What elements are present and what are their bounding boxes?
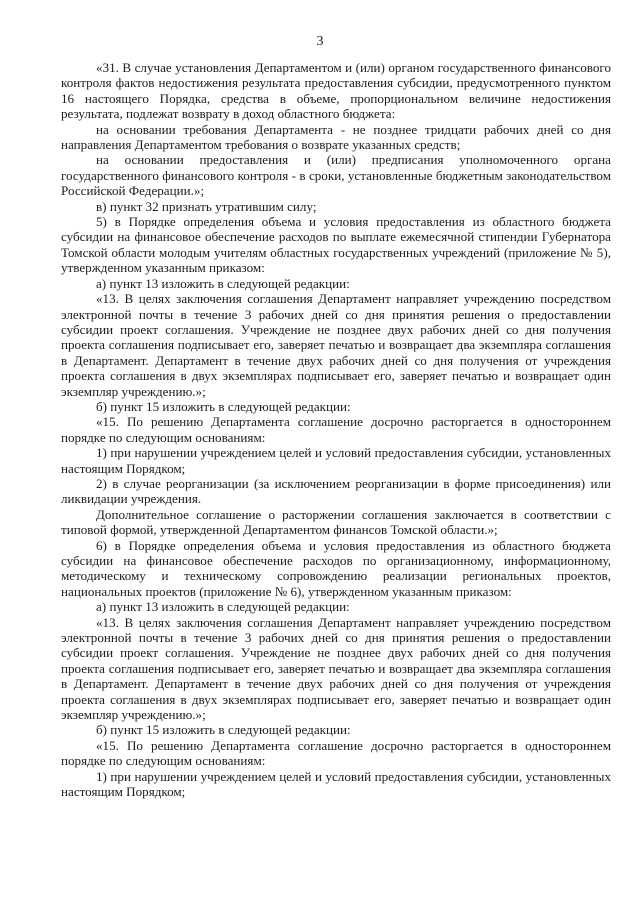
paragraph-item-13-text-2: «13. В целях заключения соглашения Департамент направляет учреждению посредством электронной почты в течение 3 рабочих дней со дня принятия решения о предоставлении субсидии проект соглашения. Учреждение не позднее двух рабочих дней со дня получения проекта соглашения подписывает его, заверяет печатью и возвращает два экземпляра соглашения в Департамент. Департамент в течение двух рабочих дней со дня получения от учреждения проекта соглашения в двух экземплярах подписывает его, заверяет печатью и возвращает один экземпляр учреждению.»; bbox=[61, 614, 611, 723]
paragraph-termination-agreement: Дополнительное соглашение о расторжении соглашения заключается в соответствии с типовой формой, утвержденной Департаментом финансов Томской области.»; bbox=[61, 506, 611, 538]
paragraph-ground-1-2: 1) при нарушении учреждением целей и условий предоставления субсидии, установленных настоящим Порядком; bbox=[61, 768, 611, 800]
paragraph-item-15-text: «15. По решению Департамента соглашение досрочно расторгается в одностороннем порядке по следующим основаниям: bbox=[61, 414, 611, 445]
paragraph-item-32-void: в) пункт 32 признать утратившим силу; bbox=[96, 198, 317, 214]
paragraph-item-13-intro: а) пункт 13 изложить в следующей редакции: bbox=[96, 275, 350, 291]
document-body bbox=[61, 60, 611, 800]
paragraph-item-13-text: «13. В целях заключения соглашения Департамент направляет учреждению посредством электронной почты в течение 3 рабочих дней со дня принятия решения о предоставлении субсидии проект соглашения. Учреждение не позднее двух рабочих дней со дня получения проекта соглашения подписывает его, заверяет печатью и возвращает два экземпляра соглашения в Департамент. Департамент в течение двух рабочих дней со дня получения от учреждения проекта соглашения в двух экземплярах подписывает его, заверяет печатью и возвращает один экземпляр учреждению.»; bbox=[61, 291, 611, 399]
paragraph-amendment-6: 6) в Порядке определения объема и условия предоставления из областного бюджета субсидии на финансовое обеспечение расходов по организационному, информационному, методическому и техническому сопровождению реализации региональных проектов, национальных проектов (приложение № 6), утвержденном указанным приказом: bbox=[61, 537, 611, 599]
paragraph-item-15-intro: б) пункт 15 изложить в следующей редакции: bbox=[96, 398, 351, 414]
paragraph-amendment-5: 5) в Порядке определения объема и условия предоставления из областного бюджета субсидии на финансовое обеспечение расходов по выплате ежемесячной стипендии Губернатора Томской области молодым учителям областных государственных учреждений (приложение № 5), утвержденном указанным приказом: bbox=[61, 214, 611, 276]
paragraph-control-body-order: на основании предоставления и (или) предписания уполномоченного органа государственного финансового контроля - в сроки, установленные бюджетным законодательством Российской Федерации.»; bbox=[61, 152, 611, 199]
page-number: 3 bbox=[316, 34, 324, 49]
paragraph-item-15-intro-2: б) пункт 15 изложить в следующей редакции: bbox=[96, 722, 351, 738]
paragraph-department-demand: на основании требования Департамента - не позднее тридцати рабочих дней со дня направления Департаментом требования о возврате указанных средств; bbox=[61, 121, 611, 153]
paragraph-ground-2: 2) в случае реорганизации (за исключением реорганизации в форме присоединения) или ликвидации учреждения. bbox=[61, 475, 611, 507]
paragraph-clause-31: «31. В случае установления Департаментом и (или) органом государственного финансового контроля фактов недостижения результата предоставления субсидии, предусмотренного пунктом 16 настоящего Порядка, средства в объеме, пропорциональном величине недостижения результата, подлежат возврату в доход областного бюджета: bbox=[61, 60, 611, 122]
paragraph-item-15-text-2: «15. По решению Департамента соглашение досрочно расторгается в одностороннем порядке по следующим основаниям: bbox=[61, 737, 611, 769]
paragraph-ground-1: 1) при нарушении учреждением целей и условий предоставления субсидии, установленных настоящим Порядком; bbox=[61, 445, 611, 476]
paragraph-item-13-intro-2: а) пункт 13 изложить в следующей редакции: bbox=[96, 599, 350, 615]
